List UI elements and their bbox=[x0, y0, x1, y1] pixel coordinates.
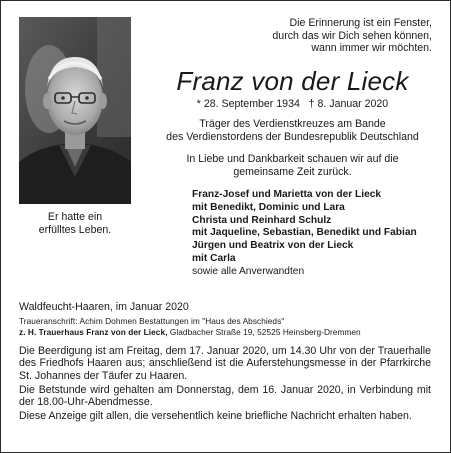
portrait-photo bbox=[19, 17, 131, 204]
address-line bbox=[19, 327, 361, 338]
memorial-quote bbox=[212, 17, 432, 55]
thanks-line: In Liebe und Dankbarkeit schauen wir auf die bbox=[186, 153, 399, 165]
honor-line: des Verdienstordens der Bundesrepublik Deutschland bbox=[166, 130, 419, 143]
funeral-paragraph: Die Beerdigung ist am Freitag, dem 17. Januar 2020, um 14.30 Uhr von der Trauerhalle des Friedhofs Haaren aus; anschließend ist die Auferstehungsmesse in der Pfarrkirche St. Johannes der Täufer zu Haaren. bbox=[19, 345, 431, 382]
mourner-line: Jürgen und Beatrix von der Lieck bbox=[192, 240, 354, 252]
notice-paragraph: Diese Anzeige gilt allen, die versehentlich keine briefliche Nachricht erhalten haben. bbox=[19, 410, 412, 423]
mourners-list bbox=[192, 189, 447, 279]
honor-text bbox=[141, 118, 444, 143]
mourner-line: Franz-Josef und Marietta von der Lieck bbox=[192, 189, 382, 200]
thanks-text bbox=[141, 153, 444, 178]
funeral-details bbox=[19, 345, 431, 425]
mourner-line: Christa und Reinhard Schulz bbox=[192, 214, 332, 226]
photo-caption-line: Er hatte ein bbox=[47, 211, 103, 223]
photo-caption bbox=[19, 211, 131, 236]
place-date: Waldfeucht-Haaren, im Januar 2020 bbox=[19, 301, 189, 313]
quote-line: wann immer wir möchten. bbox=[311, 42, 432, 54]
thanks-line: gemeinsame Zeit zurück. bbox=[233, 165, 352, 178]
mourner-line: sowie alle Anverwandten bbox=[192, 265, 305, 277]
mourner-line: mit Carla bbox=[192, 252, 236, 264]
deceased-name: Franz von der Lieck bbox=[176, 66, 409, 96]
quote-line: Die Erinnerung ist ein Fenster, bbox=[289, 17, 432, 29]
honor-line: Träger des Verdienstkreuzes am Bande bbox=[199, 118, 386, 130]
photo-caption-line: erfülltes Leben. bbox=[38, 223, 112, 236]
mourner-line: mit Jaqueline, Sebastian, Benedikt und Fabian bbox=[192, 227, 417, 239]
quote-line: durch das wir Dich sehen können, bbox=[272, 29, 432, 42]
life-dates: * 28. September 1934 † 8. Januar 2020 bbox=[196, 98, 389, 110]
prayer-paragraph: Die Betstunde wird gehalten am Donnerstag, dem 16. Januar 2020, in Verbindung mit der 18.00-Uhr-Abendmesse. bbox=[19, 383, 431, 409]
mourning-address bbox=[19, 316, 361, 337]
mourner-line: mit Benedikt, Dominic und Lara bbox=[192, 201, 345, 213]
address-line: Traueranschrift: Achim Dohmen Bestattungen im "Haus des Abschieds" bbox=[19, 316, 285, 326]
address-street: Gladbacher Straße 19, 52525 Heinsberg-Dremmen bbox=[167, 326, 361, 337]
address-recipient: z. H. Trauerhaus Franz von der Lieck, bbox=[19, 326, 168, 337]
